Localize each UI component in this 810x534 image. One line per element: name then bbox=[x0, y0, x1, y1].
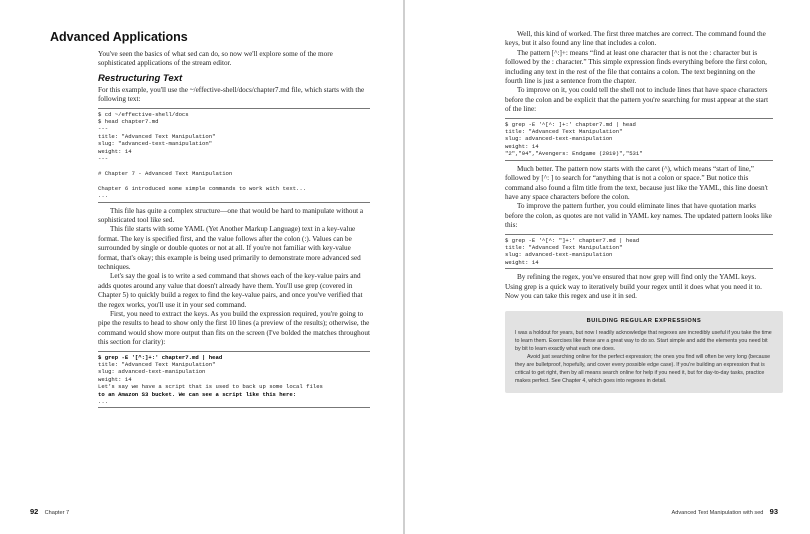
paragraph-improve-further: To improve the pattern further, you could eliminate lines that have quotation marks before the colon, as quotes are not valid in YAML key names. The updated pattern looks like this: bbox=[505, 202, 772, 230]
code-line: to an Amazon S3 bucket. We can see a script like this here: bbox=[98, 390, 297, 398]
code-line: $ grep -E '[^:]+:' chapter7.md | head bbox=[98, 353, 223, 361]
code-block-grep-second: $ grep -E '^[^: ]+:' chapter7.md | head title: "Advanced Text Manipulation" slug: advanced-text-manipulation weight: 14 "2","94","Avengers: Endgame (2019)","531" bbox=[505, 118, 773, 161]
code-line: title: "Advanced Text Manipulation" bbox=[98, 361, 216, 368]
intro-paragraph: You've seen the basics of what sed can do, so now we'll explore some of the more sophisticated applications of the stream editor. bbox=[98, 50, 333, 68]
paragraph-structure: This file has quite a complex structure—one that would be hard to manipulate without a sophisticated tool like sed. bbox=[98, 206, 364, 224]
chapter-title-label: Advanced Text Manipulation with sed bbox=[671, 510, 764, 516]
paragraph-kind-of-worked: Well, this kind of worked. The first three matches are correct. The command found the keys, but it also found any line that includes a colon. bbox=[505, 30, 766, 48]
paragraph-file-intro: For this example, you'll use the ~/effective-shell/docs/chapter7.md file, which starts with the following text: bbox=[98, 85, 365, 104]
left-footer bbox=[30, 507, 69, 516]
code-line: ... bbox=[98, 398, 109, 406]
sidebar-box bbox=[505, 311, 783, 393]
right-page bbox=[405, 0, 810, 534]
right-footer bbox=[671, 507, 778, 516]
chapter-label: Chapter 7 bbox=[44, 510, 70, 516]
code-block-grep-first bbox=[98, 351, 370, 409]
code-block-grep-third: $ grep -E '^[^: "]+:' chapter7.md | head title: "Advanced Text Manipulation" slug: advanced-text-manipulation weight: 14 bbox=[505, 234, 773, 270]
paragraph-pattern-meaning: The pattern [^:]+: means “find at least one character that is not the : character but is followed by the : character.” This simple expression finds everything before the first colon, including any text in the rest of the file that contains a colon. The text beginning on the fourth line is just a sentence from the chapter. bbox=[505, 48, 767, 86]
page-number: 92 bbox=[30, 507, 39, 516]
section-heading: Advanced Applications bbox=[50, 30, 188, 44]
code-line: Let's say we have a script that is used to back up some local files bbox=[98, 383, 323, 391]
sidebar-paragraph: I was a holdout for years, but now I readily acknowledge that regexes are incredibly useful if you take the time to learn them. Exercises like these are a great way to do so. Start simple and add the elements you need bit by bit to learn exactly what each one does. bbox=[515, 330, 772, 353]
page-number: 93 bbox=[769, 507, 778, 516]
code-line: slug: advanced-text-manipulation bbox=[98, 368, 206, 376]
code-line: weight: 14 bbox=[98, 375, 132, 383]
code-block-head: $ cd ~/effective-shell/docs $ head chapter7.md --- title: "Advanced Text Manipulation" slug: "advanced-text-manipulation" weight: 14 --- # Chapter 7 - Advanced Text Manipulation Chapter 6 introduced some simple commands to work with text... ... bbox=[98, 108, 370, 203]
paragraph-much-better: Much better. The pattern now starts with the caret (^), which means “start of line,” followed by [^: ] to search for “anything that is not a colon or space.” But notice this command also found a film title from the text, because just like the YAML, this line doesn't have any space characters before the colon. bbox=[505, 164, 768, 201]
subsection-heading: Restructuring Text bbox=[98, 72, 183, 84]
left-page-content bbox=[50, 30, 370, 412]
right-page-content bbox=[505, 30, 773, 393]
left-page bbox=[0, 0, 403, 534]
paragraph-extract-keys: First, you need to extract the keys. As you build the expression required, you're going to pipe the results to head to show only the first 10 lines (a preview of the results); otherwise, the command would show more output than fits on the screen (I've bolded the matches throughout this section for clarity): bbox=[98, 309, 370, 347]
sidebar-title: BUILDING REGULAR EXPRESSIONS bbox=[586, 318, 702, 325]
paragraph-refining: By refining the regex, you've ensured that now grep will find only the YAML keys. Using grep is a quick way to iteratively build your regex until it does what you need it to. Now you can take this regex and use it in sed. bbox=[505, 273, 762, 300]
paragraph-goal: Let's say the goal is to write a sed command that shows each of the key-value pairs and adds quotes around any value that doesn't already have them. You'll use grep (covered in Chapter 5) to quickly build a regex to find the key-value pairs, and once you've verified that the regex works, you'll use it in your sed command. bbox=[98, 272, 363, 309]
paragraph-yaml: This file starts with some YAML (Yet Another Markup Language) text in a key-value format. The key is specified first, and the value follows after the colon (:). Values can be surrounded by single or double quotes or not at all. If you're not familiar with key-value format, that's okay; this example is being used primarily to demonstrate more advanced sed techniques. bbox=[98, 225, 361, 271]
sidebar-paragraph: Avoid just searching online for the perfect expression; the ones you find will often be very long (because they are bulletproof, hopefully, and cover every possible edge case). If you're building an expression that is critical to get right, then by all means search online for help if you need it, but for day-to-day tasks, practice makes perfect. See Chapter 4, which goes into regexes in detail. bbox=[515, 354, 771, 385]
paragraph-improve: To improve on it, you could tell the shell not to include lines that have space characters before the colon and be explicit that the pattern you're searching for must appear at the start of the line: bbox=[505, 86, 769, 114]
